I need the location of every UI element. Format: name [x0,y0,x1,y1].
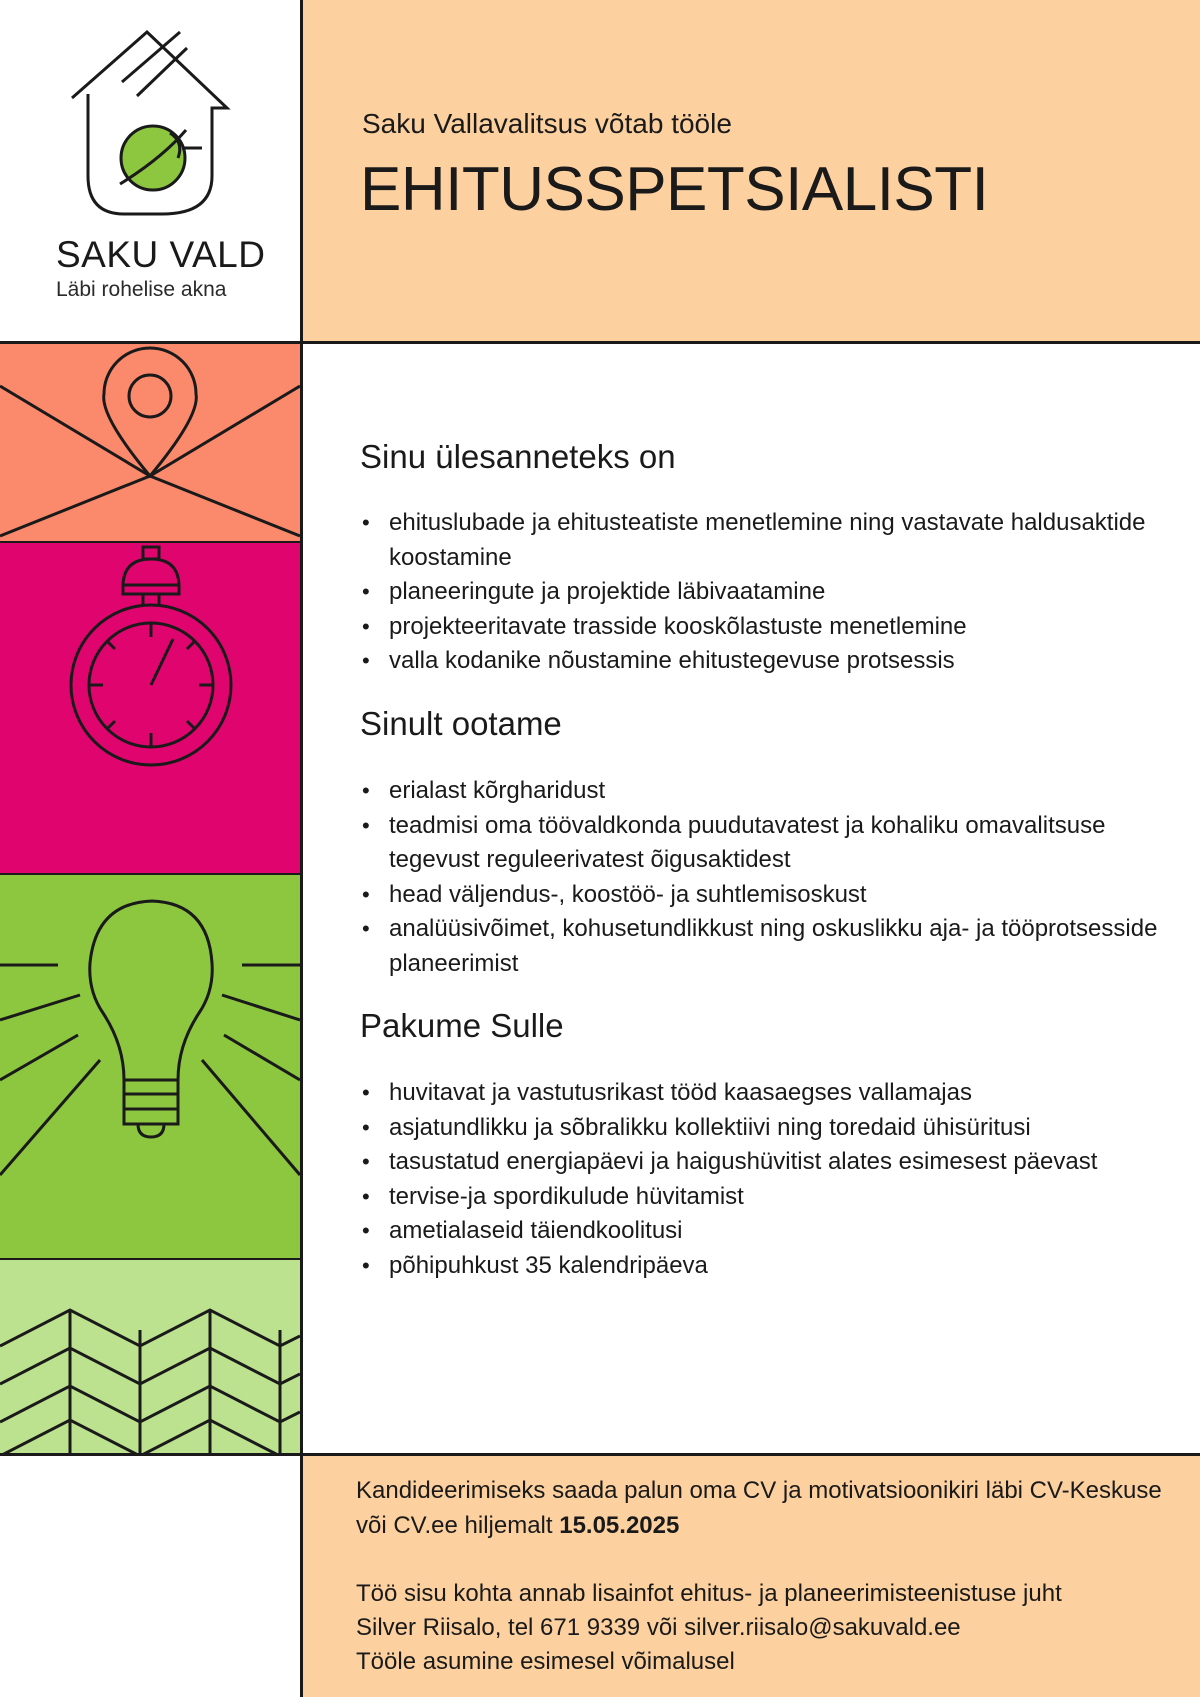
house-leaf-icon [52,28,242,218]
list-item: • ametialaseid täiendkoolitusi [360,1214,1160,1249]
list-item: • erialast kõrgharidust [360,774,1160,809]
list-item: • valla kodanike nõustamine ehitustegevuse protsessis [360,644,1160,679]
section-title-offer: Pakume Sulle [360,1007,564,1044]
apply-instructions [356,1474,1176,1543]
logo-name: SAKU VALD [56,234,266,275]
saku-vald-logo [52,28,262,218]
offer-list [360,1076,1160,1283]
panel-divider [0,541,302,543]
footer-divider [0,1453,1200,1456]
trees-pattern-icon [0,1260,300,1453]
requirements-list [360,774,1160,981]
list-item: • huvitavat ja vastutusrikast tööd kaasaegses vallamajas [360,1076,1160,1111]
list-item: • põhipuhkust 35 kalendripäeva [360,1249,1160,1284]
vertical-divider [300,0,303,1697]
list-item: • tasustatud energiapäevi ja haigushüvitist alates esimesest päevast [360,1145,1160,1180]
apply-text: Kandideerimiseks saada palun oma CV ja motivatsioonikiri läbi CV-Keskuse või CV.ee hiljemalt [356,1477,1162,1539]
tasks-list [360,506,1160,679]
contact-line-2: Silver Riisalo, tel 671 9339 või silver.riisalo@sakuvald.ee [356,1614,961,1641]
panel-stopwatch [0,543,300,873]
contact-line-1: Töö sisu kohta annab lisainfot ehitus- ja planeerimisteenistuse juht [356,1580,1062,1607]
header-subtitle: Saku Vallavalitsus võtab tööle [362,108,732,139]
logo-tagline: Läbi rohelise akna [56,278,227,301]
panel-divider [0,873,302,875]
list-item: • projekteeritavate trasside kooskõlastuste menetlemine [360,610,1160,645]
footer-banner [302,1456,1200,1697]
light-bulb-icon [0,875,300,1258]
list-item: • planeeringute ja projektide läbivaatamine [360,575,1160,610]
section-title-requirements: Sinult ootame [360,705,562,742]
panel-light-bulb [0,875,300,1258]
header-divider [0,341,1200,344]
header-banner [302,0,1200,342]
panel-location [0,344,300,541]
list-item: • head väljendus-, koostöö- ja suhtlemisoskust [360,878,1160,913]
section-title-tasks: Sinu ülesanneteks on [360,438,676,475]
deadline-date: 15.05.2025 [559,1511,680,1539]
list-item: • asjatundlikku ja sõbralikku kollektiivi ning toredaid ühisüritusi [360,1111,1160,1146]
page-title: EHITUSSPETSIALISTI [360,155,989,224]
stopwatch-icon [0,543,300,873]
list-item: • tervise-ja spordikulude hüvitamist [360,1180,1160,1215]
map-pin-icon [0,344,300,541]
start-line: Tööle asumine esimesel võimalusel [356,1648,735,1675]
list-item: • teadmisi oma töövaldkonda puudutavatest ja kohaliku omavalitsuse tegevust reguleerivatest õigusaktidest [360,809,1160,878]
list-item: • ehituslubade ja ehitusteatiste menetlemine ning vastavate haldusaktide koostamine [360,506,1160,575]
panel-trees [0,1260,300,1453]
list-item: • analüüsivõimet, kohusetundlikkust ning oskuslikku aja- ja tööprotsesside planeerimist [360,912,1160,981]
panel-divider [0,1258,302,1260]
